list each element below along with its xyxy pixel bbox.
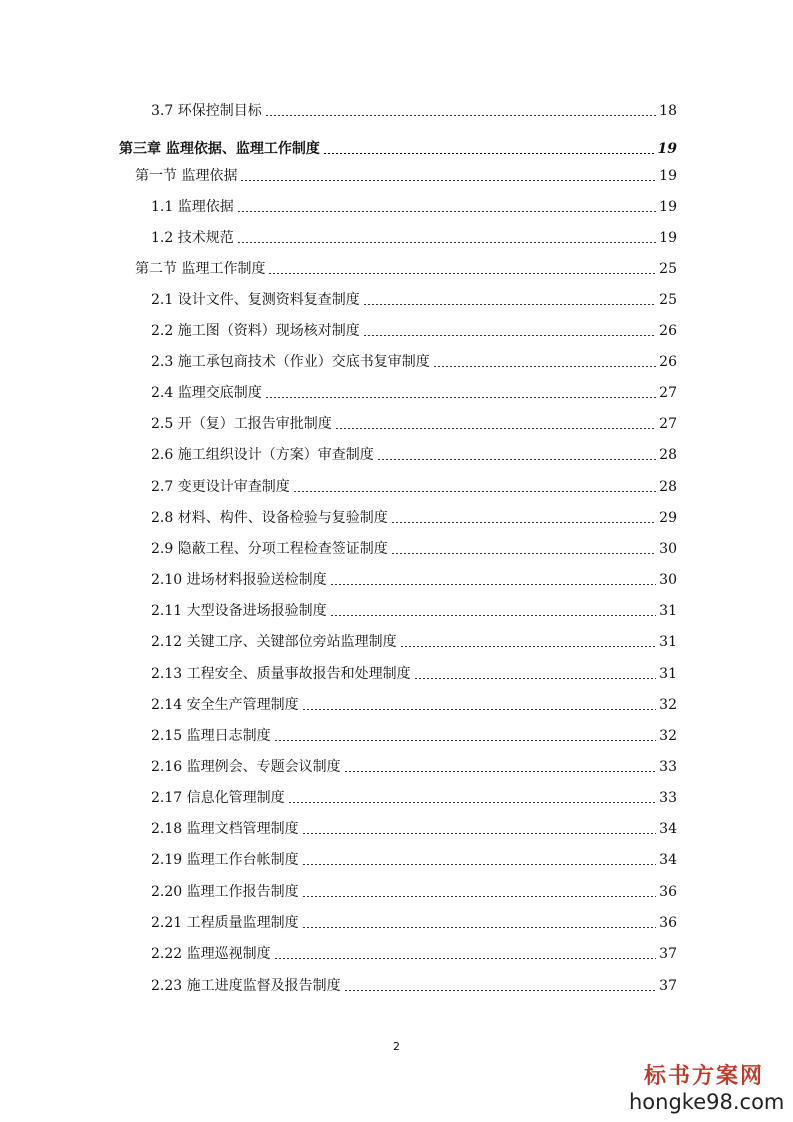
toc-entry[interactable]: [151, 508, 677, 528]
toc-entry[interactable]: [151, 664, 677, 684]
toc-entry[interactable]: [151, 477, 677, 497]
dot-leader: [237, 211, 656, 212]
dot-leader: [265, 397, 656, 398]
toc-entry-number: 2.11: [151, 603, 183, 619]
toc-entry-title: 监理日志制度: [186, 728, 271, 744]
toc-entry-title: 环保控制目标: [177, 103, 262, 119]
toc-entry[interactable]: [151, 445, 677, 465]
toc-entry-page: 27: [659, 385, 677, 401]
toc-entry-title: 监理依据、监理工作制度: [165, 141, 320, 157]
toc-entry-title: 设计文件、复测资料复查制度: [177, 292, 360, 308]
dot-leader: [344, 771, 657, 772]
watermark-site-name: 标书方案网: [643, 1063, 764, 1089]
dot-leader: [302, 927, 657, 928]
toc-entry-title: 监理交底制度: [177, 385, 262, 401]
toc-entry-title: 监理巡视制度: [186, 946, 271, 962]
toc-entry[interactable]: [151, 819, 677, 839]
toc-entry[interactable]: [151, 352, 677, 372]
toc-entry[interactable]: [151, 601, 677, 621]
toc-entry[interactable]: [151, 290, 677, 310]
toc-entry[interactable]: [151, 101, 677, 121]
toc-entry-page: 30: [659, 572, 677, 588]
toc-entry-title: 关键工序、关键部位旁站监理制度: [186, 634, 397, 650]
toc-entry-title: 监理工作台帐制度: [186, 852, 299, 868]
toc-entry-page: 29: [659, 510, 677, 526]
toc-entry[interactable]: [151, 197, 677, 217]
toc-entry-number: 2.13: [151, 666, 183, 682]
toc-entry-title: 变更设计审查制度: [177, 479, 290, 495]
dot-leader: [240, 180, 656, 181]
dot-leader: [288, 802, 657, 803]
toc-entry[interactable]: [151, 228, 677, 248]
dot-leader: [330, 584, 657, 585]
toc-entry-number: 2.3: [151, 354, 174, 370]
watermark-url: hongke98.com: [629, 1090, 785, 1114]
toc-entry-page: 31: [659, 634, 677, 650]
toc-entry-number: 2.9: [151, 541, 174, 557]
dot-leader: [363, 304, 656, 305]
dot-leader: [302, 833, 657, 834]
toc-entry[interactable]: [151, 976, 677, 996]
dot-leader: [302, 896, 657, 897]
toc-entry[interactable]: [151, 539, 677, 559]
toc-entry-page: 26: [659, 354, 677, 370]
toc-entry-page: 34: [659, 852, 677, 868]
toc-entry-title: 技术规范: [177, 230, 234, 246]
dot-leader: [237, 242, 656, 243]
toc-entry-number: 2.5: [151, 416, 174, 432]
dot-leader: [302, 864, 657, 865]
dot-leader: [335, 428, 656, 429]
toc-entry[interactable]: [151, 632, 677, 652]
toc-entry-number: 1.2: [151, 230, 174, 246]
toc-chapter-entry[interactable]: [119, 139, 677, 159]
toc-entry-title: 监理例会、专题会议制度: [186, 759, 341, 775]
toc-entry-number: 2.10: [151, 572, 183, 588]
toc-entry-number: 第二节: [135, 261, 177, 277]
toc-entry[interactable]: [151, 321, 677, 341]
toc-entry-page: 33: [659, 759, 677, 775]
toc-entry-number: 2.4: [151, 385, 174, 401]
toc-entry-number: 2.21: [151, 915, 183, 931]
toc-entry[interactable]: [151, 726, 677, 746]
dot-leader: [293, 491, 656, 492]
toc-entry[interactable]: [151, 757, 677, 777]
toc-entry-title: 监理工作制度: [181, 261, 266, 277]
toc-entry-number: 1.1: [151, 199, 174, 215]
dot-leader: [433, 366, 656, 367]
toc-entry-number: 2.8: [151, 510, 174, 526]
dot-leader: [274, 958, 657, 959]
dot-leader: [302, 709, 657, 710]
toc-entry-page: 19: [659, 168, 677, 184]
toc-entry-page: 30: [659, 541, 677, 557]
dot-leader: [274, 740, 657, 741]
toc-entry-page: 31: [659, 666, 677, 682]
toc-entry-number: 2.19: [151, 852, 183, 868]
toc-entry-page: 32: [659, 697, 677, 713]
toc-entry-number: 2.7: [151, 479, 174, 495]
toc-entry-page: 37: [659, 946, 677, 962]
toc-entry[interactable]: [151, 944, 677, 964]
toc-entry-number: 2.17: [151, 790, 183, 806]
toc-entry-page: 36: [659, 915, 677, 931]
page-number: 2: [393, 1040, 400, 1053]
toc-entry-title: 大型设备进场报验制度: [186, 603, 327, 619]
toc-entry[interactable]: [151, 695, 677, 715]
toc-entry-title: 施工进度监督及报告制度: [186, 978, 341, 994]
toc-entry-title: 施工图（资料）现场核对制度: [177, 323, 360, 339]
dot-leader: [391, 522, 656, 523]
toc-entry-title: 工程质量监理制度: [186, 915, 299, 931]
toc-entry-page: 18: [659, 103, 677, 119]
toc-entry-title: 开（复）工报告审批制度: [177, 416, 332, 432]
toc-entry-title: 监理文档管理制度: [186, 821, 299, 837]
toc-entry[interactable]: [151, 850, 677, 870]
toc-entry-title: 信息化管理制度: [186, 790, 285, 806]
toc-entry[interactable]: [151, 383, 677, 403]
toc-entry-number: 第一节: [135, 168, 177, 184]
toc-entry-page: 37: [659, 978, 677, 994]
dot-leader: [391, 553, 656, 554]
toc-entry-page: 36: [659, 884, 677, 900]
toc-entry-page: 19: [659, 230, 677, 246]
toc-entry-page: 25: [659, 261, 677, 277]
toc-entry-page: 27: [659, 416, 677, 432]
toc-entry-page: 28: [659, 447, 677, 463]
toc-entry-page: 34: [659, 821, 677, 837]
toc-entry[interactable]: [151, 414, 677, 434]
toc-entry[interactable]: [151, 788, 677, 808]
toc-entry-number: 2.14: [151, 697, 183, 713]
toc-entry-number: 2.6: [151, 447, 174, 463]
toc-entry-title: 安全生产管理制度: [186, 697, 299, 713]
toc-entry-title: 监理依据: [181, 168, 238, 184]
toc-entry-title: 施工组织设计（方案）审查制度: [177, 447, 374, 463]
dot-leader: [377, 459, 656, 460]
toc-entry-number: 2.18: [151, 821, 183, 837]
toc-entry-title: 隐蔽工程、分项工程检查签证制度: [177, 541, 388, 557]
toc-entry-page: 33: [659, 790, 677, 806]
toc-entry-number: 2.20: [151, 884, 183, 900]
dot-leader: [330, 615, 657, 616]
toc-entry-number: 2.22: [151, 946, 183, 962]
dot-leader: [323, 153, 655, 154]
dot-leader: [268, 273, 656, 274]
toc-entry[interactable]: [151, 913, 677, 933]
dot-leader: [414, 678, 657, 679]
dot-leader: [344, 990, 657, 991]
toc-entry-title: 监理工作报告制度: [186, 884, 299, 900]
toc-entry-title: 材料、构件、设备检验与复验制度: [177, 510, 388, 526]
dot-leader: [265, 115, 656, 116]
toc-entry-number: 2.23: [151, 978, 183, 994]
toc-entry-title: 工程安全、质量事故报告和处理制度: [186, 666, 411, 682]
dot-leader: [363, 335, 656, 336]
toc-section-entry[interactable]: [135, 166, 677, 186]
toc-entry[interactable]: [151, 882, 677, 902]
toc-entry-number: 2.1: [151, 292, 174, 308]
toc-entry-number: 2.2: [151, 323, 174, 339]
toc-entry-page: 31: [659, 603, 677, 619]
toc-entry-title: 施工承包商技术（作业）交底书复审制度: [177, 354, 430, 370]
toc-entry-page: 25: [659, 292, 677, 308]
toc-entry-title: 监理依据: [177, 199, 234, 215]
toc-entry[interactable]: [151, 570, 677, 590]
toc-entry-page: 26: [659, 323, 677, 339]
toc-entry-number: 第三章: [119, 141, 161, 157]
dot-leader: [400, 646, 657, 647]
toc-entry-number: 2.16: [151, 759, 183, 775]
toc-entry-number: 2.12: [151, 634, 183, 650]
watermark-logo: [629, 1063, 785, 1115]
toc-entry-page: 19: [659, 199, 677, 215]
toc-entry-number: 3.7: [151, 103, 174, 119]
toc-entry-number: 2.15: [151, 728, 183, 744]
toc-section-entry[interactable]: [135, 259, 677, 279]
toc-entry-page: 19: [657, 141, 677, 157]
toc-entry-page: 28: [659, 479, 677, 495]
toc-entry-page: 32: [659, 728, 677, 744]
toc-entry-title: 进场材料报验送检制度: [186, 572, 327, 588]
